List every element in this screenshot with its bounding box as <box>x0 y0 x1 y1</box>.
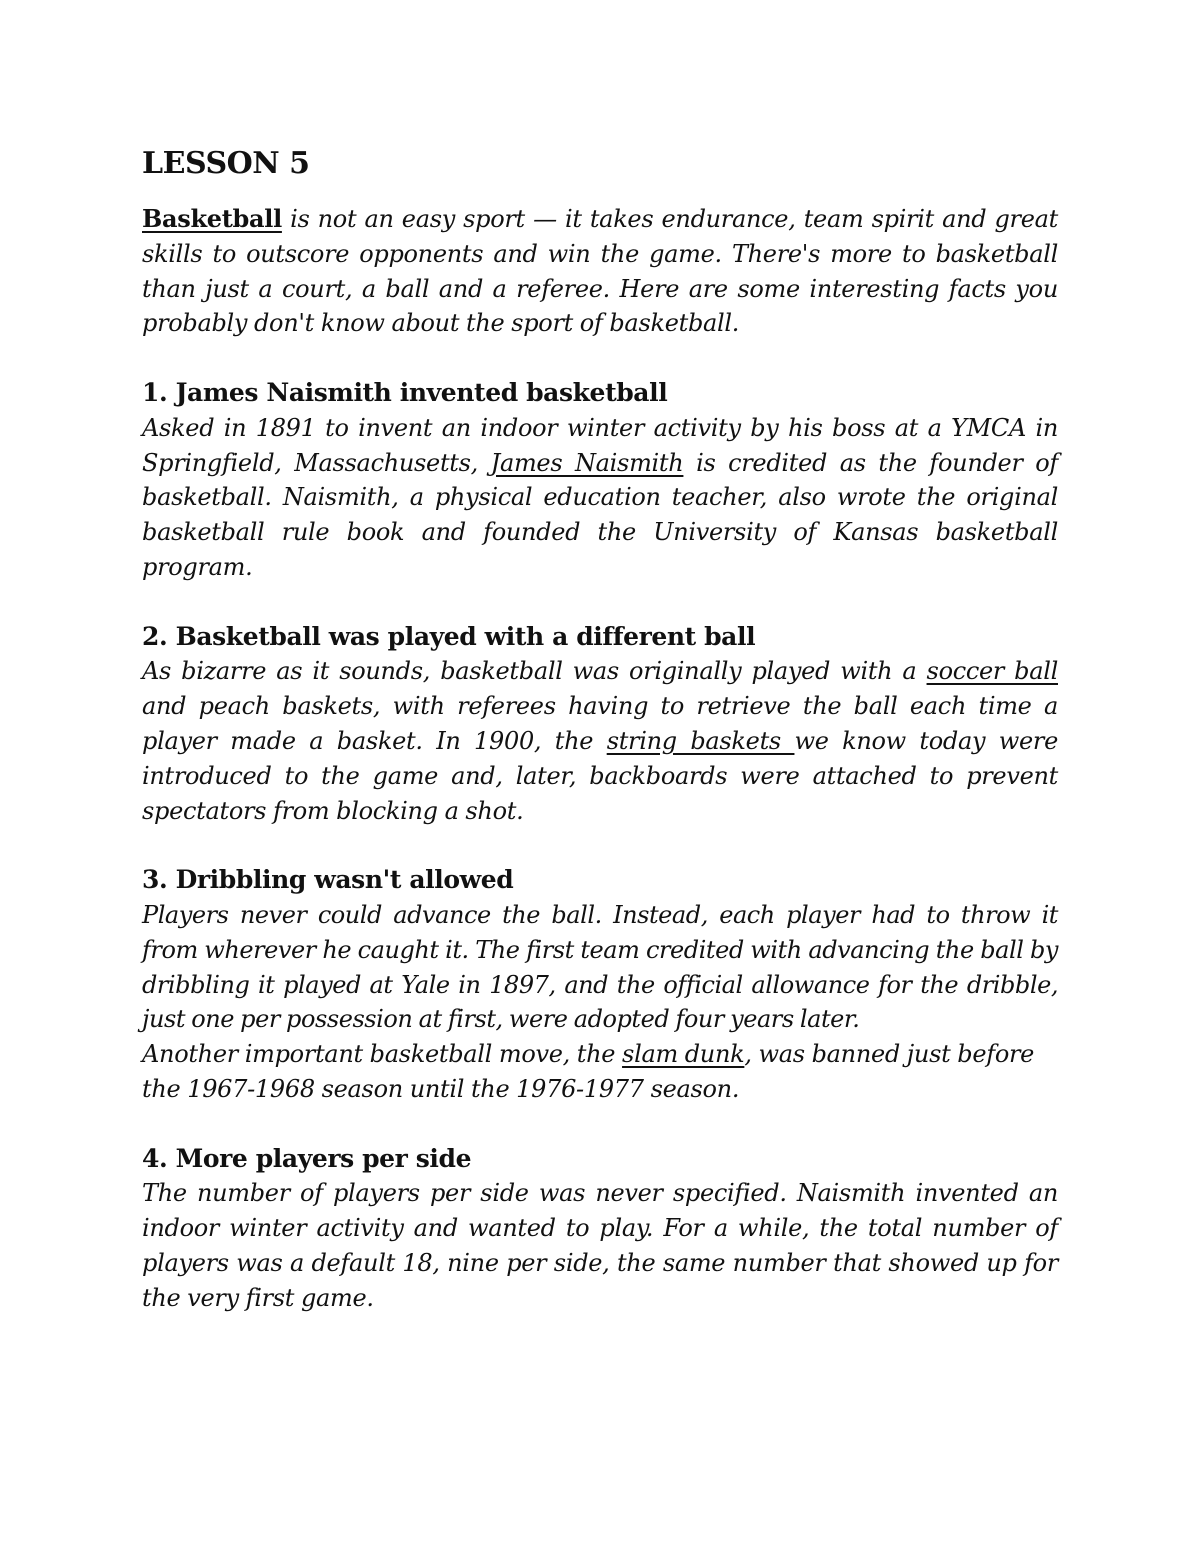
section-3-text: Players never could advance the ball. Instead, each player had to throw it from wherever he caught it. The first team credited with advancing the ball by dribbling it played at Yale in 1897, and the official allowance for the dribble, just one per possession at first, were adopted four years later. <box>142 900 1058 1034</box>
section-4-text: The number of players per side was never specified. Naismith invented an indoor winter activity and wanted to play. For a while, the total number of players was a default 18, nine per side, the same number that showed up for the very first game. <box>142 1179 1058 1312</box>
section-1-text: Asked in 1891 to invent an indoor winter activity by his boss at a YMCA in Springfield, Massachusetts, <box>142 413 1058 477</box>
section-3-body-2 <box>142 1037 1058 1107</box>
section-4-heading: 4. More players per side <box>142 1143 472 1173</box>
section-1-text-cont: is credited as the founder of basketball. Naismith, a physical education teacher, also wrote the original basketball rule book and founded the University of Kansas basketball program. <box>142 448 1058 581</box>
section-2-text-cont: and peach baskets, with referees having to retrieve the ball each time a player made a basket. In 1900, the <box>142 692 1058 755</box>
section-4-body <box>142 1176 1058 1315</box>
section-4 <box>142 1142 1058 1316</box>
section-2-text: As bizarre as it sounds, basketball was originally played with a <box>142 657 927 686</box>
slam-dunk-link[interactable]: slam dunk <box>622 1040 745 1069</box>
intro-paragraph <box>142 202 1058 341</box>
lesson-title: LESSON 5 <box>142 146 310 181</box>
section-2-body <box>142 654 1058 828</box>
section-3-text-2: Another important basketball move, the <box>142 1040 623 1069</box>
section-3-body <box>142 898 1058 1037</box>
section-2-heading: 2. Basketball was played with a different ball <box>142 621 756 651</box>
section-1-body <box>142 411 1058 585</box>
section-1-heading: 1. James Naismith invented basketball <box>142 377 668 407</box>
document-page <box>142 140 1058 1316</box>
string-baskets-link[interactable]: string baskets <box>606 726 795 755</box>
section-2-text-end: we know today were introduced to the game and, later, backboards were attached to prevent spectators from blocking a shot. <box>142 726 1058 825</box>
section-2 <box>142 620 1058 829</box>
intro-text: is not an easy sport — it takes endurance, team spirit and great skills to outscore opponents and win the game. There's more to basketball than just a court, a ball and a referee. Here are some interesting facts you probably don't know about the sport of basketball. <box>142 205 1058 338</box>
soccer-ball-link[interactable]: soccer ball <box>926 657 1058 686</box>
section-3 <box>142 863 1058 1107</box>
basketball-link[interactable]: Basketball <box>142 204 282 233</box>
section-3-heading: 3. Dribbling wasn't allowed <box>142 865 514 895</box>
section-3-text-3: , was banned just before the 1967-1968 season until the 1976-1977 season. <box>142 1040 1035 1103</box>
james-naismith-link[interactable]: James Naismith <box>490 448 684 477</box>
section-1 <box>142 376 1058 585</box>
